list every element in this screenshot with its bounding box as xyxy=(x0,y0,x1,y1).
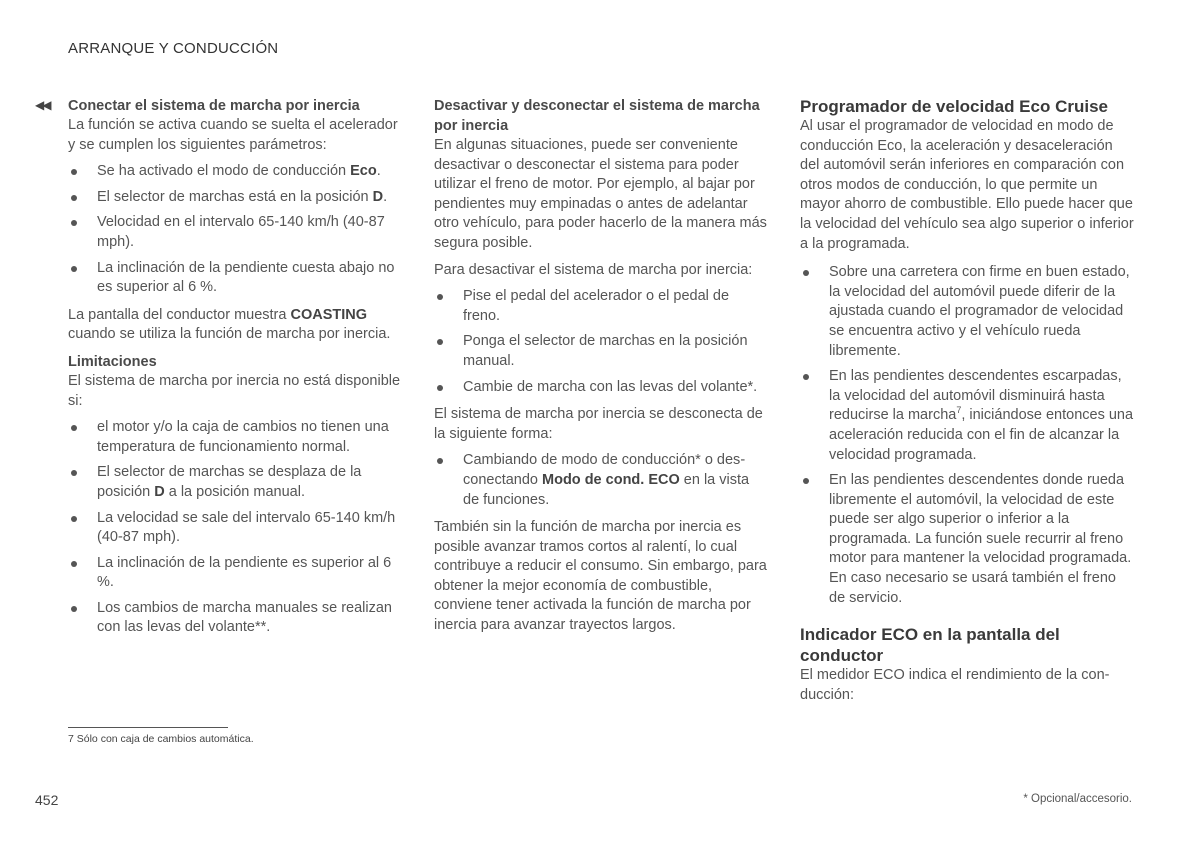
list-item xyxy=(434,332,769,371)
list-item xyxy=(434,378,769,398)
list-item-emphasis: D xyxy=(372,188,384,205)
column-3 xyxy=(800,96,1135,712)
footnote-ref[interactable]: 7 xyxy=(956,405,962,416)
list-item xyxy=(68,259,403,298)
list-item: En las pendientes descendentes donde rueda libremente el automóvil, la velocidad de este puede ser algo superior o inferior a la programada. La función suele recurrir al freno motor para mantener la velocidad programada. En caso necesario se usará también el freno de servicio. xyxy=(800,471,1135,608)
list-item xyxy=(68,509,403,548)
list-item xyxy=(434,451,769,510)
deactivate-steps-intro: Para desactivar el sistema de marcha por inercia: xyxy=(434,261,753,278)
heading-deactivate: Desactivar y desconectar el sistema de marcha por inercia xyxy=(434,98,760,134)
list-item xyxy=(68,599,403,638)
list-item-text-end: . xyxy=(383,188,388,205)
list-item xyxy=(800,367,1135,465)
list-item-text: el motor y/o la caja de cambios no tienen una temperatura de funcionamiento normal. xyxy=(97,419,389,455)
list-item xyxy=(68,188,403,208)
list-item-text: Cambiando de modo de conducción* o desconectando xyxy=(463,452,746,488)
coasting-label: COASTING xyxy=(290,306,368,323)
list-item-emphasis: D xyxy=(154,483,165,500)
list-item-text: La velocidad se sale del intervalo 65-140 km/h (40-87 mph). xyxy=(97,509,396,546)
list-item-text: Cambie de marcha con las levas del volante*. xyxy=(463,378,758,395)
list-item-text: Ponga el selector de marchas en la posición manual. xyxy=(463,333,748,369)
footnote-text: Sólo con caja de cambios automática. xyxy=(73,733,254,745)
list-item xyxy=(434,287,769,326)
deactivate-intro-paragraph: En algunas situaciones, puede ser conveniente desactivar o desconectar el sistema para poder utilizar el freno de motor. Por ejemplo, al bajar por pendientes muy empinadas o antes de adelantar otro vehículo, para poder hacerlo de la manera más segura posible. xyxy=(434,137,767,251)
deactivate-list xyxy=(434,287,769,397)
heading-eco-cruise: Programador de velocidad Eco Cruise xyxy=(800,97,1108,116)
eco-cruise-list xyxy=(800,263,1135,608)
disconnect-list xyxy=(434,451,769,510)
display-post: cuando se utiliza la función de marcha por inercia. xyxy=(68,326,391,343)
list-item-emphasis: Modo de cond. ECO xyxy=(542,471,680,488)
list-item: Sobre una carretera con firme en buen estado, la velocidad del automóvil puede diferir de la ajustada cuando el programador de velocidad se encuentra activo y el vehículo rueda libremente. xyxy=(800,263,1135,361)
list-item-text: El selector de marchas se desplaza de la posición xyxy=(97,464,362,500)
list-item-text-end: en la vista de funciones. xyxy=(463,471,750,508)
list-item-text: Se ha activado el modo de conducción xyxy=(97,163,351,180)
list-item xyxy=(68,463,403,502)
list-item-text: Los cambios de marcha manuales se realizan con las levas del volante**. xyxy=(97,599,392,636)
list-item xyxy=(68,554,403,593)
list-item xyxy=(68,162,403,182)
footnote-number: 7 xyxy=(68,733,74,745)
limitations-list xyxy=(68,418,403,638)
list-item xyxy=(68,418,403,457)
optional-note: * Opcional/accesorio. xyxy=(1023,793,1132,805)
conditions-list xyxy=(68,162,403,298)
disconnect-intro: El sistema de marcha por inercia se desconecta de la siguiente forma: xyxy=(434,406,763,442)
limits-intro: El sistema de marcha por inercia no está disponible si: xyxy=(68,372,401,409)
list-item xyxy=(68,213,403,252)
section-header: ARRANQUE Y CONDUCCIÓN xyxy=(68,40,279,57)
connect-intro: La función se activa cuando se suelta el acelerador y se cumplen los siguientes parámetros: xyxy=(68,117,398,153)
list-item-text: La inclinación de la pendiente cuesta abajo no es superior al 6 %. xyxy=(97,259,395,296)
item2-pre: En las pendientes descendentes escarpadas, la velocidad del automóvil disminuirá hasta reducirse la marcha xyxy=(829,368,1122,424)
eco-cruise-intro: Al usar el programador de velocidad en modo de conducción Eco, la aceleración y desaceleración del automóvil serán inferiores en comparación con otros modos de conducción, lo que permite un mayor ahorro de combustible. Ello puede hacer que la velocidad del vehículo sea algo superior o inferior a la programada. xyxy=(800,118,1134,252)
column-1 xyxy=(68,96,403,646)
closing-paragraph: También sin la función de marcha por inercia es posible avanzar tramos cortos al ralentí, lo cual contribuye a reducir el consumo. Sin embargo, para obtener la mejor economía de combustible, conviene tener activada la función de marcha por inercia para avanzar trayectos largos. xyxy=(434,519,767,634)
footnote-divider xyxy=(68,727,228,728)
list-item-text-end: . xyxy=(376,163,381,180)
display-text xyxy=(68,306,403,345)
footnote xyxy=(68,733,254,745)
list-item-emphasis: Eco xyxy=(350,163,377,180)
eco-indicator-text: El medidor ECO indica el rendimiento de la conducción: xyxy=(800,667,1110,703)
heading-eco-indicator: Indicador ECO en la pantalla del conductor xyxy=(800,625,1060,666)
heading-connect: Conectar el sistema de marcha por inercia xyxy=(68,98,360,114)
list-item-text: La inclinación de la pendiente es superior al 6 %. xyxy=(97,554,392,591)
display-pre: La pantalla del conductor muestra xyxy=(68,306,291,323)
list-item-text: Pise el pedal del acelerador o el pedal de freno. xyxy=(463,288,730,324)
list-item-text-end: a la posición manual. xyxy=(164,483,305,500)
list-item-text: Velocidad en el intervalo 65-140 km/h (40-87 mph). xyxy=(97,214,385,250)
column-2 xyxy=(434,96,769,643)
list-item-text: El selector de marchas está en la posición xyxy=(97,188,373,205)
back-arrows-icon[interactable]: ◀◀ xyxy=(35,98,50,112)
heading-limitations: Limitaciones xyxy=(68,353,157,370)
item2-post: , iniciándose entonces una aceleración reducida con el fin de alcanzar la velocidad programada. xyxy=(829,407,1134,463)
page-number: 452 xyxy=(35,792,59,808)
